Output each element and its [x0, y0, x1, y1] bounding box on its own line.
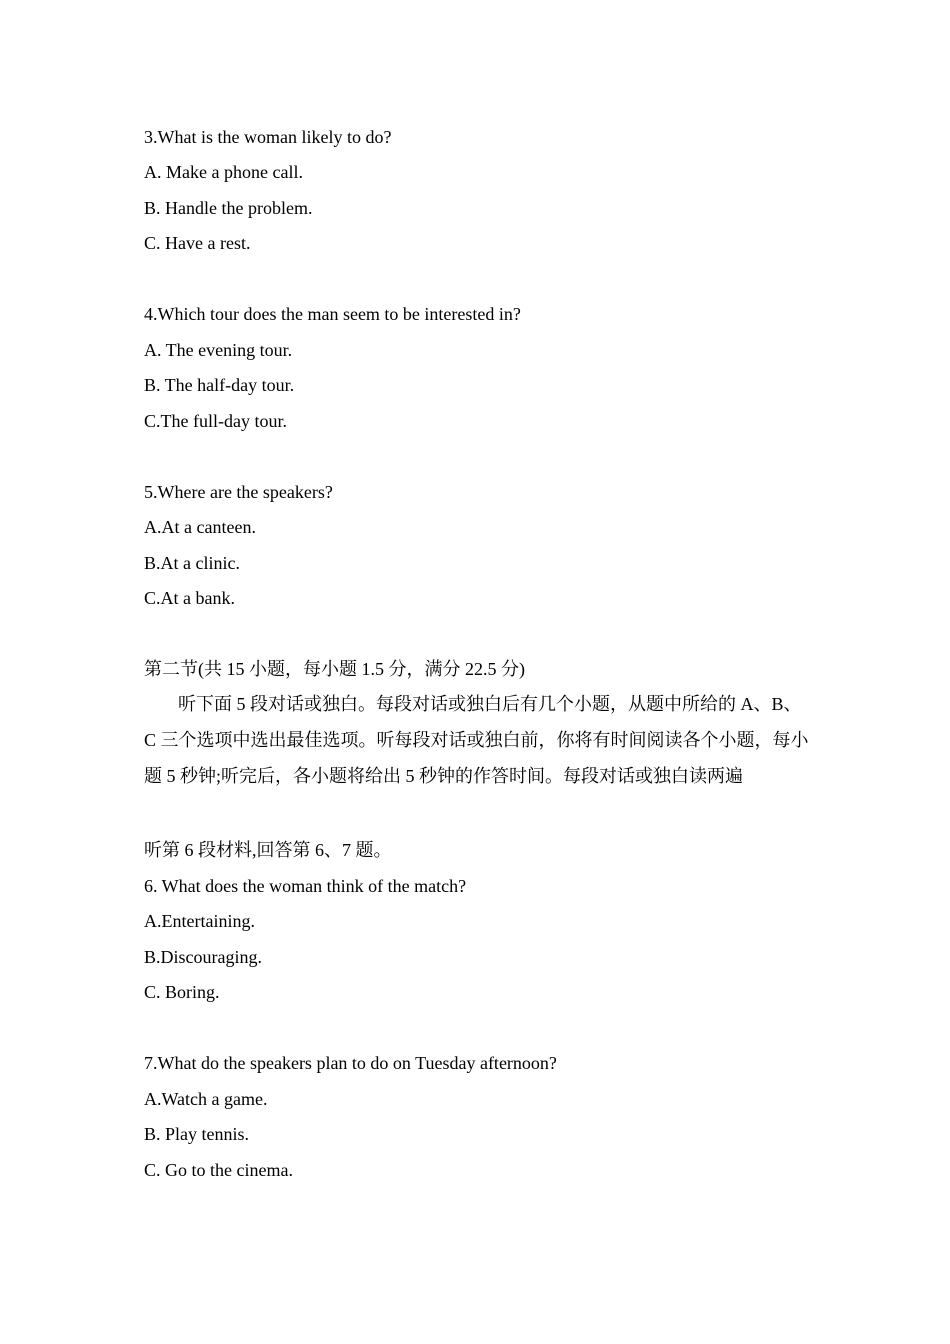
- question-4-option-c: C.The full-day tour.: [144, 411, 287, 431]
- question-7-option-b: B. Play tennis.: [144, 1124, 250, 1144]
- question-7-option-a: A.Watch a game.: [144, 1089, 268, 1109]
- section-2-heading: 第二节(共 15 小题，每小题 1.5 分，满分 22.5 分): [144, 659, 525, 679]
- question-4-option-b: B. The half-day tour.: [144, 375, 295, 395]
- question-6-option-c: C. Boring.: [144, 982, 220, 1002]
- question-6: 6. What does the woman think of the match?: [144, 876, 467, 896]
- question-7: 7.What do the speakers plan to do on Tuesday afternoon?: [144, 1053, 557, 1073]
- question-7-option-c: C. Go to the cinema.: [144, 1160, 293, 1180]
- question-4: 4.Which tour does the man seem to be interested in?: [144, 304, 521, 324]
- section-2-instructions: [144, 686, 812, 794]
- question-5-option-b: B.At a clinic.: [144, 553, 240, 573]
- question-4-option-a: A. The evening tour.: [144, 340, 293, 360]
- question-5: 5.Where are the speakers?: [144, 482, 333, 502]
- question-3: 3.What is the woman likely to do?: [144, 127, 392, 147]
- question-6-option-b: B.Discouraging.: [144, 947, 262, 967]
- question-3-option-b: B. Handle the problem.: [144, 198, 313, 218]
- question-5-option-c: C.At a bank.: [144, 588, 235, 608]
- question-5-option-a: A.At a canteen.: [144, 517, 256, 537]
- question-3-option-a: A. Make a phone call.: [144, 162, 303, 182]
- section-2-instructions-text: 听下面 5 段对话或独白。每段对话或独白后有几个小题，从题中所给的 A、B、C 三个选项中选出最佳选项。听每段对话或独白前，你将有时间阅读各个小题，每小题 5 秒钟;听完后，各小题将给出 5 秒钟的作答时间。每段对话或独白读两遍: [144, 694, 809, 786]
- material-6-heading: 听第 6 段材料,回答第 6、7 题。: [144, 840, 392, 860]
- question-3-option-c: C. Have a rest.: [144, 233, 251, 253]
- question-6-option-a: A.Entertaining.: [144, 911, 255, 931]
